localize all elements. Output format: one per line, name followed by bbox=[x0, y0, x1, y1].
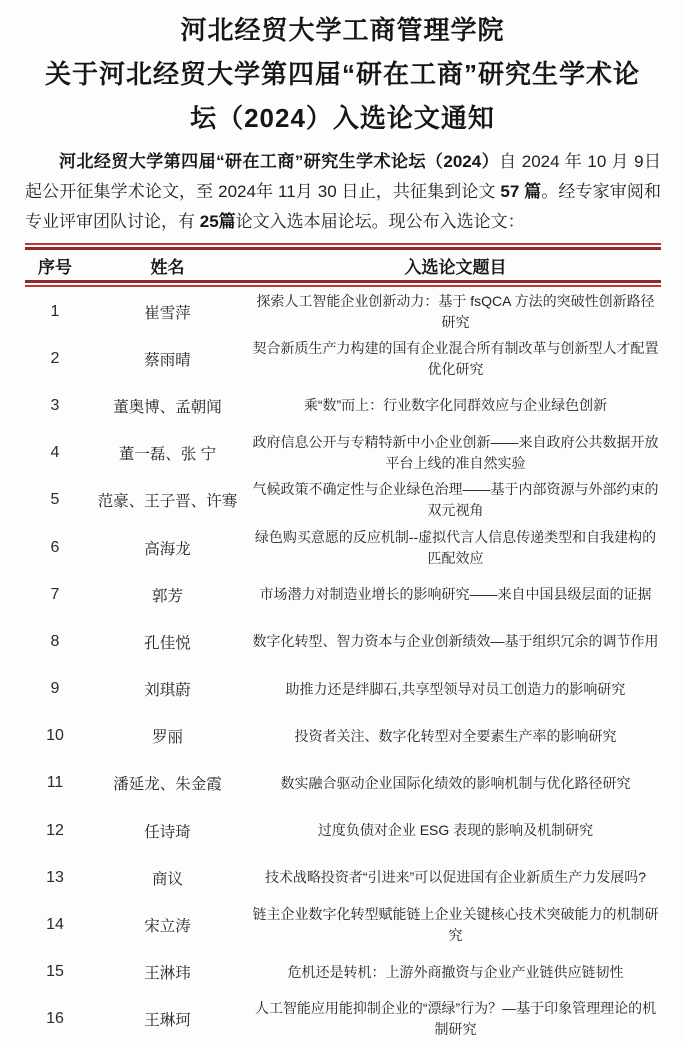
row-name: 董一磊、张 宁 bbox=[118, 446, 217, 464]
row-title: 技术战略投资者“引进来”可以促进国有企业新质生产力发展吗? bbox=[264, 869, 647, 886]
row-title: 人工智能应用能抑制企业的“漂绿”行为？—基于印象管理理论的机制研究 bbox=[254, 1000, 657, 1038]
table-row bbox=[25, 807, 661, 854]
table-row bbox=[25, 288, 661, 335]
intro-run-review: 。经专家审阅和专业评审团队讨论，有 bbox=[25, 182, 662, 231]
intro-run-bold-57: 57 篇 bbox=[500, 182, 542, 201]
row-name: 王琳珂 bbox=[144, 1012, 191, 1030]
row-number: 11 bbox=[46, 774, 64, 792]
row-title: 政府信息公开与专精特新中小企业创新——来自政府公共数据开放平台上线的准自然实验 bbox=[252, 434, 659, 472]
row-number: 8 bbox=[50, 632, 60, 650]
row-title: 契合新质生产力构建的国有企业混合所有制改革与创新型人才配置优化研究 bbox=[252, 339, 659, 377]
row-name: 王淋玮 bbox=[144, 965, 191, 983]
table-row bbox=[25, 524, 661, 571]
row-title: 链主企业数字化转型赋能链上企业关键核心技术突破能力的机制研究 bbox=[252, 906, 659, 944]
row-title: 危机还是转机：上游外商撤资与企业产业链供应链韧性 bbox=[287, 963, 624, 980]
row-name: 蔡雨晴 bbox=[144, 351, 191, 369]
row-name: 商议 bbox=[151, 870, 183, 888]
row-name: 崔雪萍 bbox=[144, 304, 191, 322]
row-number: 4 bbox=[50, 444, 60, 462]
page-title-line3: 坛（2024）入选论文通知 bbox=[190, 103, 495, 133]
table-row bbox=[25, 713, 661, 760]
red-rule-top bbox=[25, 242, 661, 250]
intro-run-announce: 论文入选本届论坛。现公布入选论文： bbox=[235, 212, 525, 231]
row-title: 乘“数”而上：行业数字化同群效应与企业绿色创新 bbox=[303, 397, 608, 414]
row-name: 孔佳悦 bbox=[144, 634, 191, 652]
row-number: 16 bbox=[46, 1010, 64, 1028]
row-name: 宋立涛 bbox=[144, 918, 191, 936]
table-row bbox=[25, 666, 661, 713]
page-title-line1: 河北经贸大学工商管理学院 bbox=[180, 15, 505, 45]
row-title: 过度负债对企业 ESG 表现的影响及机制研究 bbox=[317, 822, 594, 839]
row-number: 13 bbox=[46, 868, 64, 886]
row-title: 市场潜力对制造业增长的影响研究——来自中国县级层面的证据 bbox=[259, 586, 652, 603]
row-number: 7 bbox=[50, 585, 60, 603]
row-title: 数字化转型、智力资本与企业创新绩效—基于组织冗余的调节作用 bbox=[252, 633, 659, 650]
intro-paragraph bbox=[25, 147, 661, 237]
intro-run-bold-25: 25篇 bbox=[199, 212, 236, 231]
row-name: 董奥博、孟朝闻 bbox=[113, 398, 222, 416]
table-row bbox=[25, 760, 661, 807]
selected-papers-table bbox=[25, 242, 661, 1041]
page-title-line2: 关于河北经贸大学第四届“研在工商”研究生学术论 bbox=[44, 59, 640, 89]
row-name: 范豪、王子晋、许骞 bbox=[97, 493, 238, 511]
row-name: 潘延龙、朱金霞 bbox=[113, 776, 222, 794]
row-number: 15 bbox=[46, 963, 64, 981]
row-title: 投资者关注、数字化转型对全要素生产率的影响研究 bbox=[294, 727, 617, 744]
intro-run-bold-forum: 河北经贸大学第四届“研在工商”研究生学术论坛（2024） bbox=[59, 152, 500, 171]
row-number: 5 bbox=[50, 491, 60, 509]
table-row bbox=[25, 430, 661, 477]
table-row bbox=[25, 382, 661, 429]
row-number: 12 bbox=[46, 821, 64, 839]
table-row bbox=[25, 571, 661, 618]
row-number: 10 bbox=[46, 727, 64, 745]
header-name: 姓名 bbox=[150, 257, 185, 277]
row-number: 6 bbox=[50, 538, 60, 556]
row-title: 绿色购买意愿的反应机制--虚拟代言人信息传递类型和自我建构的匹配效应 bbox=[254, 528, 657, 566]
table-row bbox=[25, 949, 661, 996]
row-title: 数实融合驱动企业国际化绩效的影响机制与优化路径研究 bbox=[280, 774, 631, 791]
row-title: 助推力还是绊脚石,共享型领导对员工创造力的影响研究 bbox=[285, 680, 626, 697]
row-name: 高海龙 bbox=[144, 540, 191, 558]
header-no: 序号 bbox=[38, 257, 72, 277]
row-number: 14 bbox=[46, 916, 64, 934]
table-header-row bbox=[25, 250, 661, 280]
row-number: 9 bbox=[50, 680, 60, 698]
row-name: 任诗琦 bbox=[144, 823, 191, 841]
row-name: 罗丽 bbox=[151, 729, 183, 747]
row-name: 郭芳 bbox=[151, 587, 183, 605]
row-title: 气候政策不确定性与企业绿色治理——基于内部资源与外部约束的双元视角 bbox=[252, 481, 659, 519]
table-row bbox=[25, 335, 661, 382]
row-name: 刘琪蔚 bbox=[144, 682, 191, 700]
header-title: 入选论文题目 bbox=[404, 257, 507, 277]
row-number: 1 bbox=[50, 302, 60, 320]
red-rule-header-bottom bbox=[25, 280, 661, 288]
row-number: 3 bbox=[50, 396, 60, 414]
row-title: 探索人工智能企业创新动力：基于 fsQCA 方法的突破性创新路径研究 bbox=[256, 292, 655, 330]
table-row bbox=[25, 901, 661, 948]
table-row bbox=[25, 477, 661, 524]
table-row bbox=[25, 618, 661, 665]
table-row bbox=[25, 854, 661, 901]
row-number: 2 bbox=[50, 349, 60, 367]
table-row bbox=[25, 996, 661, 1041]
intro-run-dates: 自 2024 年 10 月 9日起公开征集学术论文，至 2024年 11月 30 日止，共征集到论文 bbox=[25, 152, 661, 201]
